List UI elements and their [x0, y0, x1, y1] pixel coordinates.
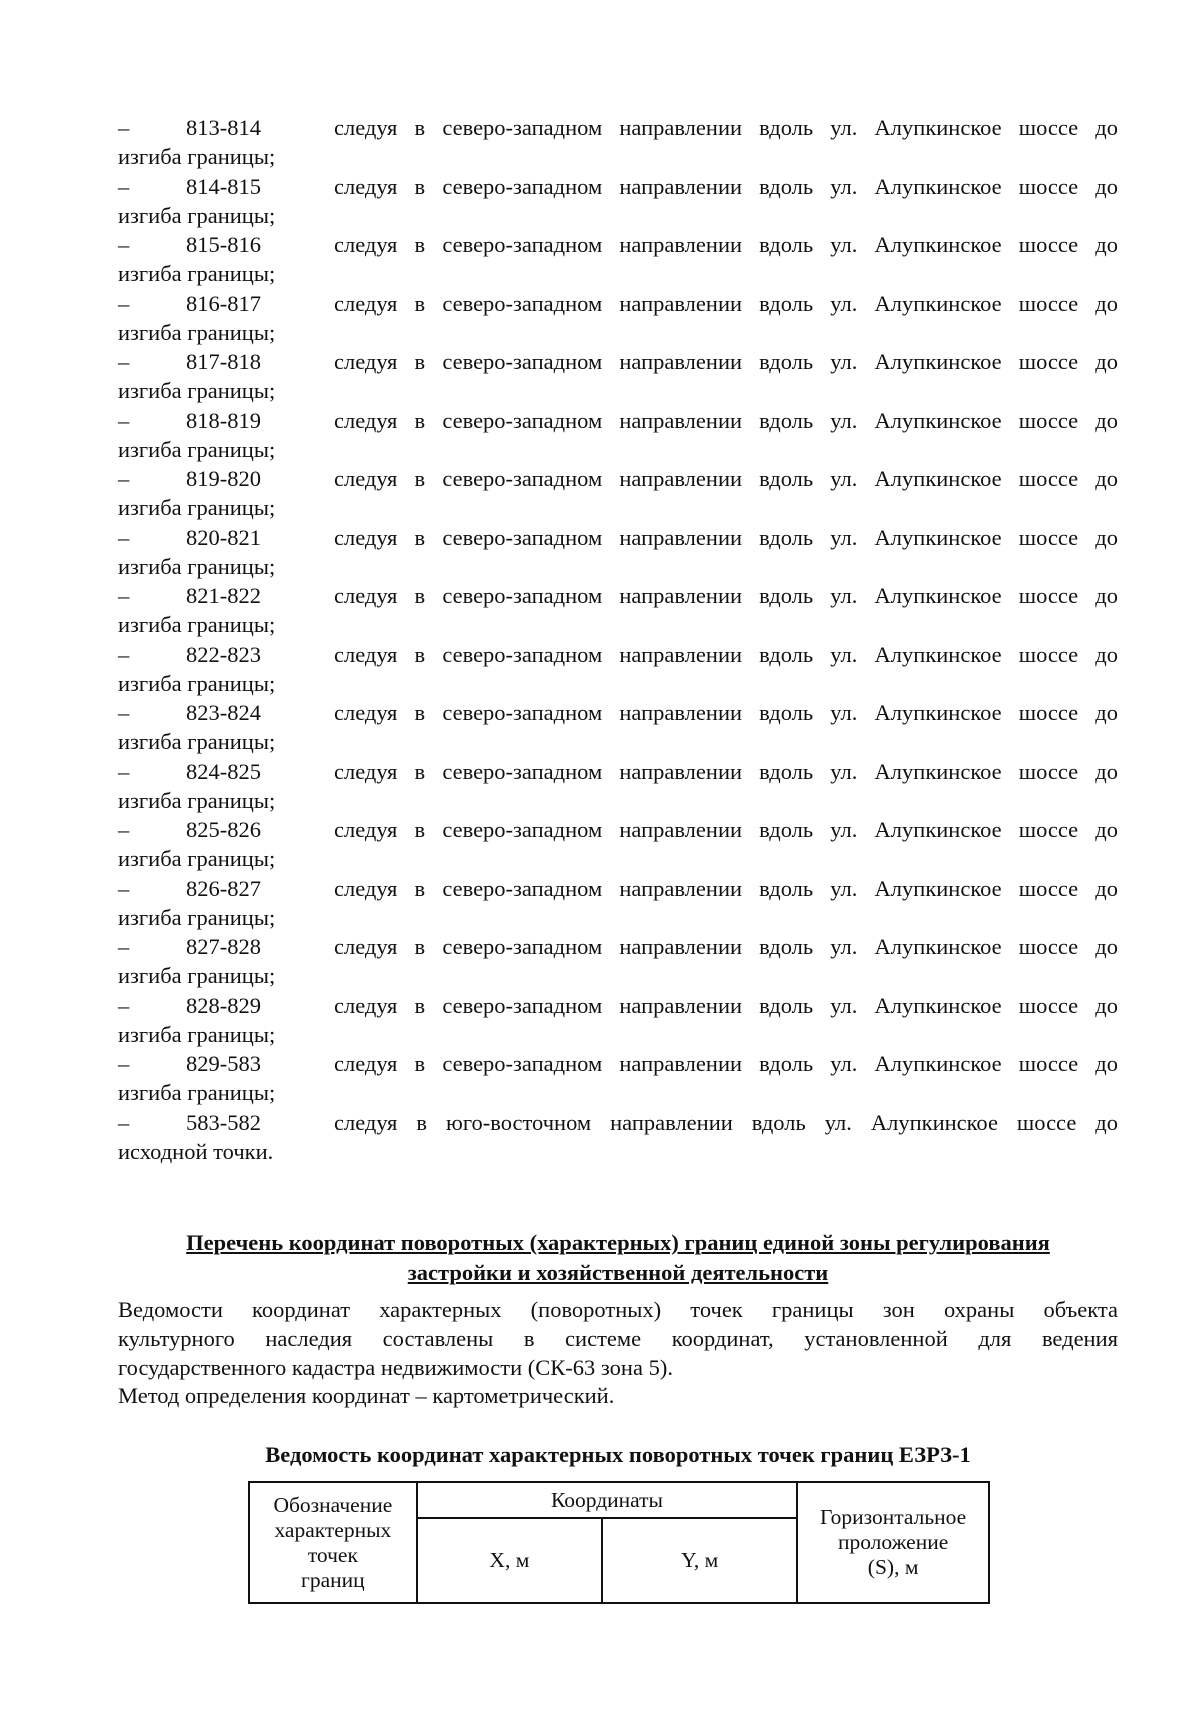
segment-description: следуя в северо-западном направлении вдоль ул. Алупкинское шоссе до — [334, 641, 1118, 667]
segment-description: следуя в северо-западном направлении вдоль ул. Алупкинское шоссе до — [334, 934, 1118, 959]
segment-code: 822-823 — [186, 641, 261, 667]
segment-row — [118, 406, 1118, 465]
boundary-segment-list — [118, 113, 1118, 1166]
segment-description: следуя в северо-западном направлении вдоль ул. Алупкинское шоссе до — [334, 466, 1118, 491]
segment-code: 813-814 — [186, 115, 261, 140]
list-dash: – — [118, 232, 130, 257]
segment-description: следуя в северо-западном направлении вдоль ул. Алупкинское шоссе до — [334, 992, 1118, 1018]
segment-row — [118, 757, 1118, 816]
segment-description: следуя в северо-западном направлении вдоль ул. Алупкинское шоссе до — [334, 115, 1118, 140]
segment-code: 814-815 — [186, 173, 261, 199]
method-statement: Метод определения координат – картометрический. — [118, 1383, 615, 1408]
segment-description: следуя в юго-восточном направлении вдоль ул. Алупкинское шоссе до — [334, 1109, 1118, 1135]
segment-description: следуя в северо-западном направлении вдоль ул. Алупкинское шоссе до — [334, 407, 1118, 433]
segment-description-continuation: изгиба границы; — [118, 787, 276, 813]
segment-code: 820-821 — [186, 524, 261, 550]
segment-code: 819-820 — [186, 466, 261, 491]
list-dash: – — [118, 1051, 130, 1076]
segment-description: следуя в северо-западном направлении вдоль ул. Алупкинское шоссе до — [334, 758, 1118, 784]
segment-code: 824-825 — [186, 758, 261, 784]
list-dash: – — [118, 641, 130, 667]
segment-description-continuation: изгиба границы; — [118, 1021, 276, 1047]
segment-description: следуя в северо-западном направлении вдоль ул. Алупкинское шоссе до — [334, 875, 1118, 901]
segment-row — [118, 230, 1118, 289]
segment-row — [118, 991, 1118, 1050]
segment-description-continuation: изгиба границы; — [118, 144, 276, 169]
paragraph-line-2: культурного наследия составлены в системе координат, установленной для ведения — [118, 1326, 1118, 1351]
list-dash: – — [118, 1109, 130, 1135]
segment-row — [118, 523, 1118, 582]
list-dash: – — [118, 466, 130, 491]
segment-code: 829-583 — [186, 1051, 261, 1076]
section-heading — [118, 1228, 1118, 1288]
segment-description-continuation: исходной точки. — [118, 1138, 274, 1164]
segment-description-continuation: изгиба границы; — [118, 553, 276, 579]
paragraph-line-3: государственного кадастра недвижимости (СК-63 зона 5). — [118, 1355, 673, 1380]
intro-paragraph — [118, 1295, 1118, 1382]
segment-description-continuation: изгиба границы; — [118, 963, 276, 988]
segment-description: следуя в северо-западном направлении вдоль ул. Алупкинское шоссе до — [334, 583, 1118, 608]
segment-description: следуя в северо-западном направлении вдоль ул. Алупкинское шоссе до — [334, 290, 1118, 316]
segment-row — [118, 289, 1118, 348]
table-title: Ведомость координат характерных поворотных точек границ ЕЗРЗ-1 — [265, 1442, 971, 1467]
segment-description-continuation: изгиба границы; — [118, 378, 276, 403]
segment-row — [118, 815, 1118, 874]
segment-code: 823-824 — [186, 700, 261, 725]
segment-row — [118, 640, 1118, 699]
segment-code: 815-816 — [186, 232, 261, 257]
section-heading-line-2: застройки и хозяйственной деятельности — [407, 1260, 829, 1285]
header-coordinates: Координаты — [417, 1482, 798, 1518]
list-dash: – — [118, 583, 130, 608]
segment-description: следуя в северо-западном направлении вдоль ул. Алупкинское шоссе до — [334, 700, 1118, 725]
segment-code: 821-822 — [186, 583, 261, 608]
segment-description-continuation: изгиба границы; — [118, 729, 276, 754]
list-dash: – — [118, 875, 130, 901]
list-dash: – — [118, 173, 130, 199]
segment-description-continuation: изгиба границы; — [118, 1080, 276, 1105]
segment-description: следуя в северо-западном направлении вдоль ул. Алупкинское шоссе до — [334, 349, 1118, 374]
list-dash: – — [118, 290, 130, 316]
segment-code: 583-582 — [186, 1109, 261, 1135]
segment-row — [118, 698, 1118, 757]
list-dash: – — [118, 934, 130, 959]
segment-row — [118, 172, 1118, 231]
header-y: Y, м — [602, 1518, 797, 1603]
list-dash: – — [118, 407, 130, 433]
segment-description-continuation: изгиба границы; — [118, 319, 276, 345]
segment-description-continuation: изгиба границы; — [118, 436, 276, 462]
segment-description: следуя в северо-западном направлении вдоль ул. Алупкинское шоссе до — [334, 524, 1118, 550]
segment-row — [118, 932, 1118, 991]
list-dash: – — [118, 817, 130, 842]
segment-description-continuation: изгиба границы; — [118, 202, 276, 228]
segment-description-continuation: изгиба границы; — [118, 904, 276, 930]
segment-code: 816-817 — [186, 290, 261, 316]
segment-description: следуя в северо-западном направлении вдоль ул. Алупкинское шоссе до — [334, 817, 1118, 842]
list-dash: – — [118, 524, 130, 550]
segment-code: 826-827 — [186, 875, 261, 901]
segment-code: 827-828 — [186, 934, 261, 959]
segment-description-continuation: изгиба границы; — [118, 670, 276, 696]
segment-row — [118, 1049, 1118, 1108]
segment-code: 818-819 — [186, 407, 261, 433]
segment-row — [118, 464, 1118, 523]
list-dash: – — [118, 115, 130, 140]
list-dash: – — [118, 758, 130, 784]
list-dash: – — [118, 700, 130, 725]
segment-description-continuation: изгиба границы; — [118, 261, 276, 286]
segment-description: следуя в северо-западном направлении вдоль ул. Алупкинское шоссе до — [334, 173, 1118, 199]
list-dash: – — [118, 992, 130, 1018]
segment-code: 828-829 — [186, 992, 261, 1018]
header-x: X, м — [417, 1518, 602, 1603]
header-point-designation: Обозначение характерных точек границ — [249, 1482, 417, 1603]
segment-row — [118, 347, 1118, 406]
segment-description-continuation: изгиба границы; — [118, 846, 276, 871]
segment-row — [118, 113, 1118, 172]
segment-description: следуя в северо-западном направлении вдоль ул. Алупкинское шоссе до — [334, 1051, 1118, 1076]
section-heading-line-1: Перечень координат поворотных (характерных) границ единой зоны регулирования — [186, 1230, 1050, 1255]
header-horizontal-distance: Горизонтальное проложение (S), м — [797, 1482, 989, 1603]
segment-description-continuation: изгиба границы; — [118, 612, 276, 637]
segment-description: следуя в северо-западном направлении вдоль ул. Алупкинское шоссе до — [334, 232, 1118, 257]
segment-row — [118, 874, 1118, 933]
paragraph-line-1: Ведомости координат характерных (поворотных) точек границы зон охраны объекта — [118, 1297, 1118, 1322]
coordinates-table — [248, 1481, 990, 1604]
segment-row — [118, 1108, 1118, 1167]
list-dash: – — [118, 349, 130, 374]
segment-description-continuation: изгиба границы; — [118, 495, 276, 520]
segment-code: 817-818 — [186, 349, 261, 374]
segment-code: 825-826 — [186, 817, 261, 842]
segment-row — [118, 581, 1118, 640]
